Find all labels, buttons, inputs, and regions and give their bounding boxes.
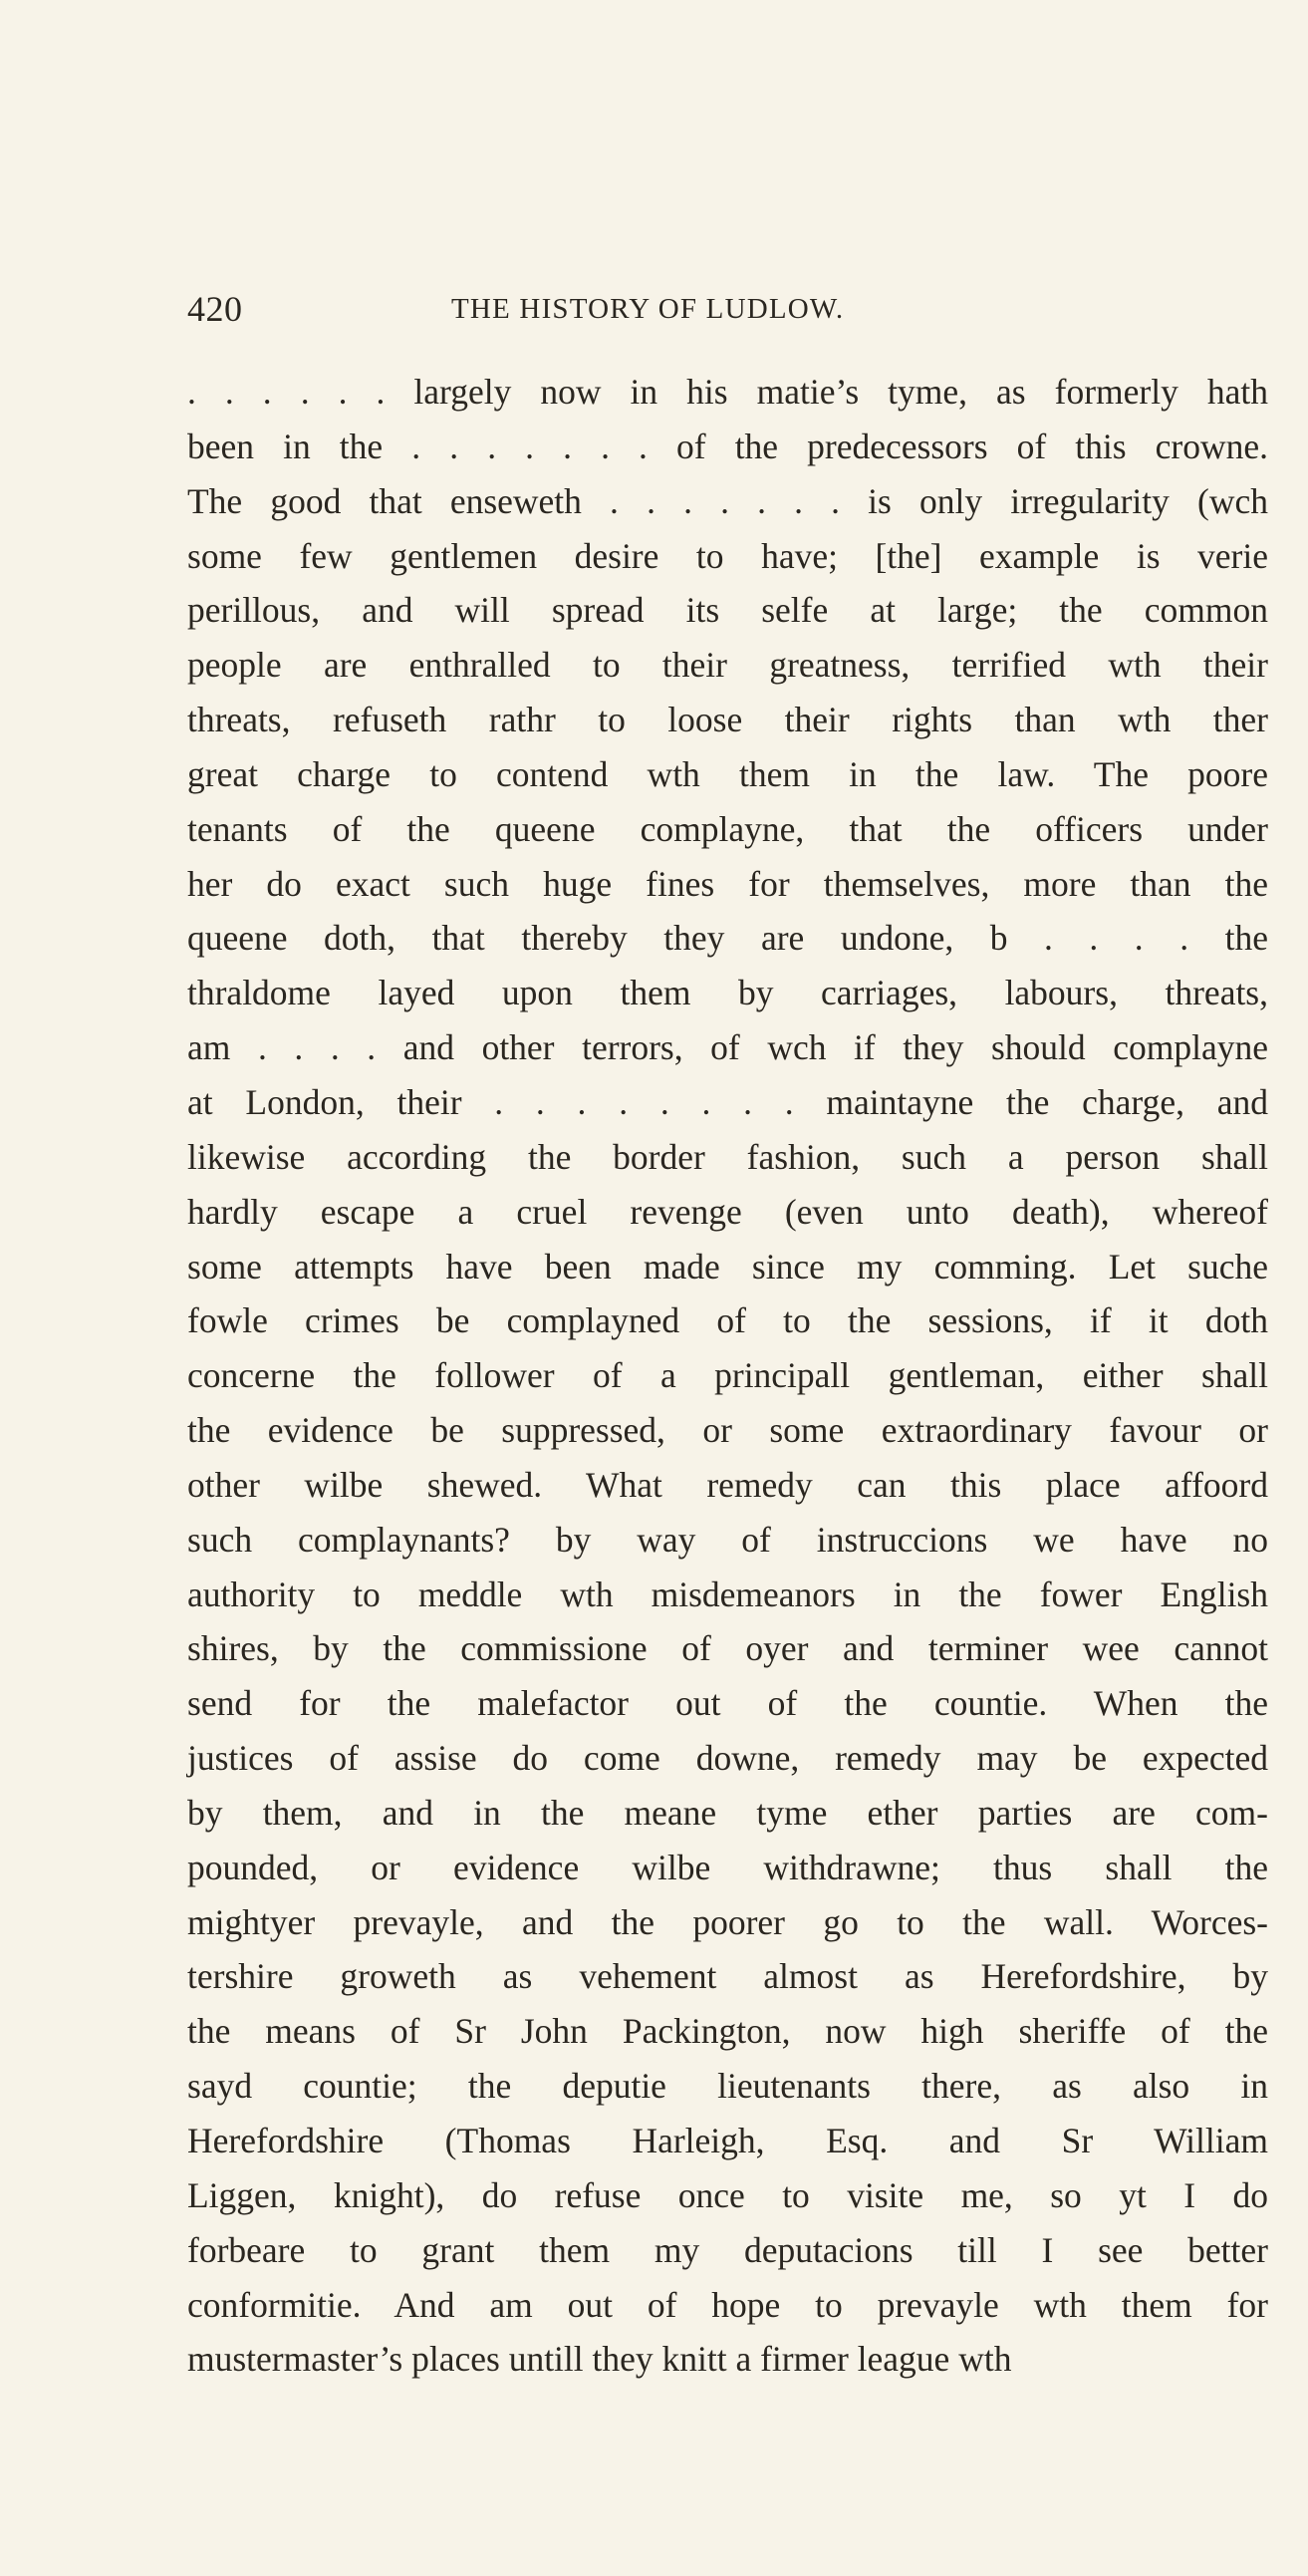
page-number: 420 — [187, 289, 243, 329]
text-line: queene doth, that thereby they are undone, b . . . . the — [187, 918, 1268, 959]
page-header — [187, 284, 1268, 334]
text-line: conformitie. And am out of hope to prevayle wth them for — [187, 2284, 1268, 2325]
text-line: been in the . . . . . . . of the predecessors of this crowne. — [187, 426, 1268, 466]
text-line: her do exact such huge fines for themselves, more than the — [187, 863, 1268, 904]
text-line: threats, refuseth rathr to loose their rights than wth ther — [187, 700, 1268, 740]
text-line: fowle crimes be complayned of to the sessions, if it doth — [187, 1300, 1268, 1341]
text-line: the means of Sr John Packington, now high sheriffe of the — [187, 2011, 1268, 2052]
text-line: thraldome layed upon them by carriages, labours, threats, — [187, 973, 1268, 1013]
text-line: at London, their . . . . . . . . maintayne the charge, and — [187, 1081, 1268, 1122]
text-line: authority to meddle wth misdemeanors in the fower English — [187, 1574, 1268, 1614]
text-line: send for the malefactor out of the countie. When the — [187, 1683, 1268, 1724]
text-line: Herefordshire (Thomas Harleigh, Esq. and Sr William — [187, 2121, 1268, 2160]
text-line: other wilbe shewed. What remedy can this place affoord — [187, 1464, 1268, 1505]
text-line: people are enthralled to their greatness, terrified wth their — [187, 645, 1268, 686]
text-line: shires, by the commissione of oyer and terminer wee cannot — [187, 1628, 1268, 1669]
text-line: concerne the follower of a principall gentleman, either shall — [187, 1355, 1268, 1396]
text-line: . . . . . . largely now in his matie’s tyme, as formerly hath — [187, 372, 1268, 412]
text-line: mightyer prevayle, and the poorer go to the wall. Worces- — [187, 1901, 1268, 1942]
text-line: likewise according the border fashion, such a person shall — [187, 1136, 1268, 1177]
text-line: perillous, and will spread its selfe at large; the common — [187, 590, 1268, 631]
text-line: sayd countie; the deputie lieutenants there, as also in — [187, 2066, 1268, 2107]
text-line: pounded, or evidence wilbe withdrawne; thus shall the — [187, 1847, 1268, 1887]
text-line: the evidence be suppressed, or some extraordinary favour or — [187, 1410, 1268, 1451]
text-line: such complaynants? by way of instruccions we have no — [187, 1519, 1268, 1560]
running-title: THE HISTORY OF LUDLOW. — [451, 293, 845, 325]
text-line: tershire groweth as vehement almost as Herefordshire, by — [187, 1956, 1268, 1997]
body-text — [187, 365, 1268, 2387]
text-line: The good that enseweth . . . . . . . is only irregularity (wch — [187, 480, 1268, 521]
text-line: great charge to contend wth them in the law. The poore — [187, 753, 1268, 794]
text-line: Liggen, knight), do refuse once to visite me, so yt I do — [187, 2174, 1268, 2215]
text-line: hardly escape a cruel revenge (even unto death), whereof — [187, 1191, 1268, 1232]
text-line: by them, and in the meane tyme ether parties are com- — [187, 1792, 1268, 1833]
text-line: justices of assise do come downe, remedy may be expected — [187, 1738, 1268, 1779]
text-line: forbeare to grant them my deputacions till I see better — [187, 2229, 1268, 2270]
text-line: mustermaster’s places untill they knitt a firmer league wth — [187, 2339, 1012, 2380]
text-line: am . . . . and other terrors, of wch if they should complayne — [187, 1027, 1268, 1068]
text-line: some few gentlemen desire to have; [the] example is verie — [187, 535, 1268, 576]
text-line: some attempts have been made since my comming. Let suche — [187, 1246, 1268, 1287]
text-line: tenants of the queene complayne, that the officers under — [187, 808, 1268, 849]
